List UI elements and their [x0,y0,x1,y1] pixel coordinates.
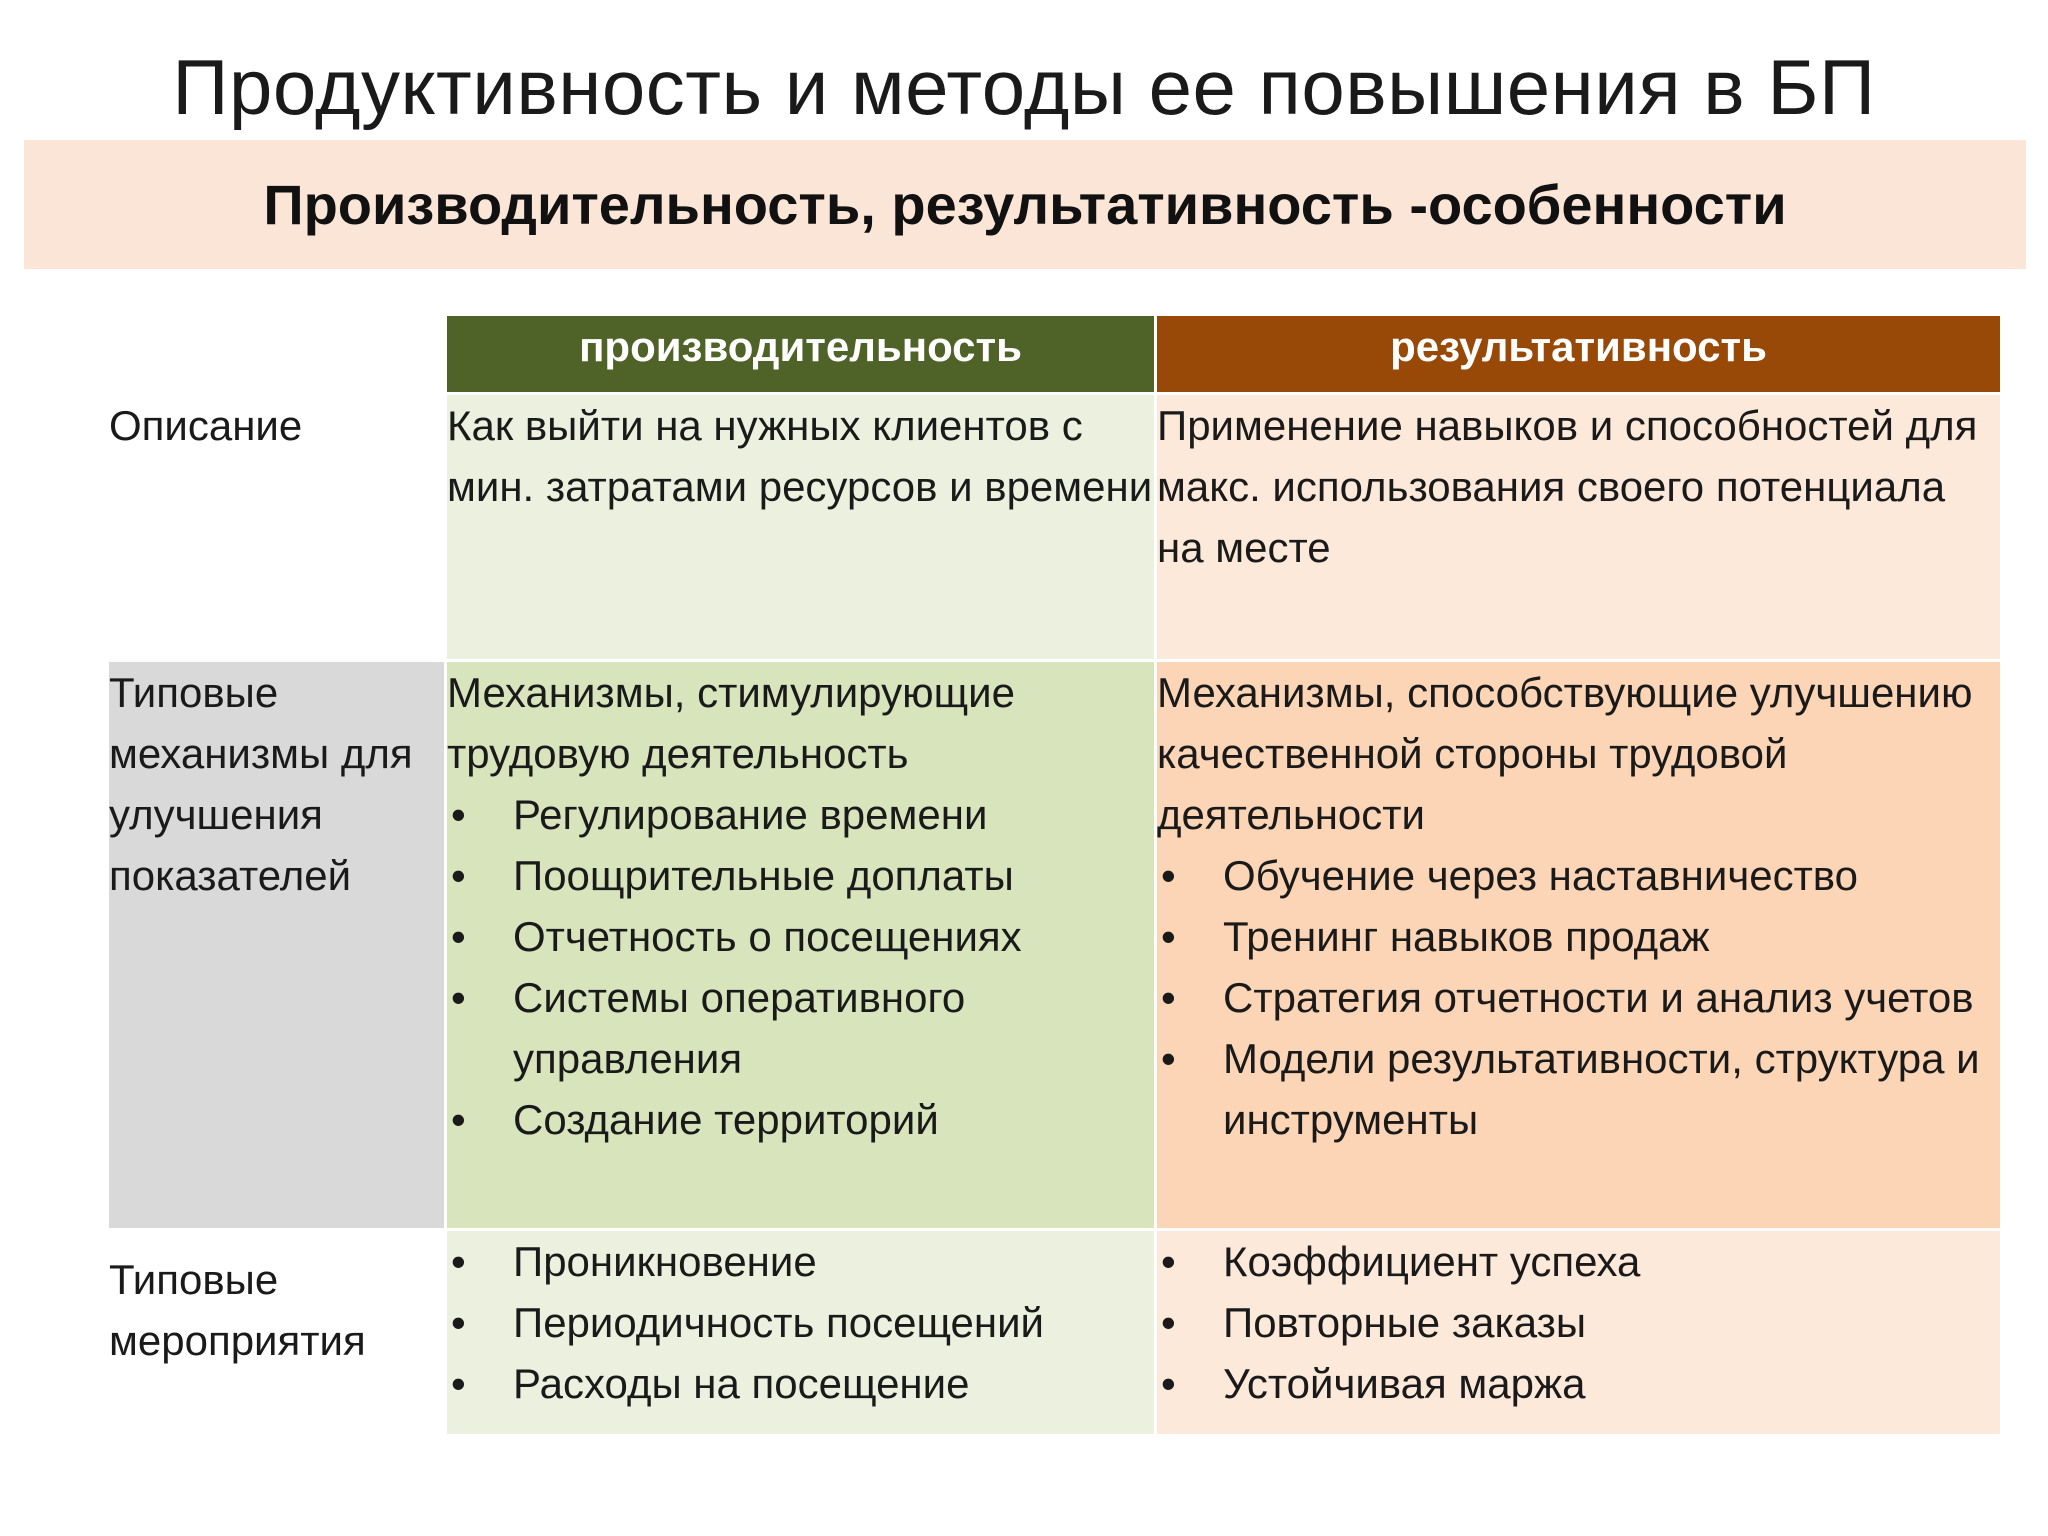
table-header-row [109,316,2000,392]
cell-text: Как выйти на нужных клиентов с мин. затратами ресурсов и времени [447,402,1153,510]
list-item: • Проникновение [447,1231,1154,1292]
row-label-mechanisms: Типовые механизмы для улучшения показателей [109,662,444,1228]
list-item: • Коэффициент успеха [1157,1231,2000,1292]
cell-effectiveness-activities [1157,1231,2000,1434]
cell-productivity-activities [447,1231,1154,1434]
cell-productivity-mechanisms [447,662,1154,1228]
cell-text: Механизмы, способствующие улучшению качественной стороны трудовой деятельности [1157,669,1973,838]
cell-effectiveness-description [1157,395,2000,659]
slide-subtitle: Производительность, результативность -особенности [263,173,1787,236]
row-label-activities: Типовые мероприятия [109,1256,366,1364]
column-header-productivity: производительность [447,316,1154,392]
cell-text: Применение навыков и способностей для макс. использования своего потенциала на месте [1157,402,1978,571]
header-corner [109,316,444,392]
list-item: • Стратегия отчетности и анализ учетов [1157,967,2000,1028]
list-item: • Повторные заказы [1157,1292,2000,1353]
list-item: • Периодичность посещений [447,1292,1154,1353]
list-item: • Создание территорий [447,1089,1154,1150]
bullet-list [447,784,1154,1150]
table-row [109,662,2000,1228]
slide-title: Продуктивность и методы ее повышения в БП [172,43,1876,131]
list-item: • Обучение через наставничество [1157,845,2000,906]
cell-effectiveness-mechanisms [1157,662,2000,1228]
cell-productivity-description [447,395,1154,659]
row-label-description: Описание [109,402,303,449]
list-item: • Поощрительные доплаты [447,845,1154,906]
bullet-list [1157,845,2000,1150]
cell-text: Механизмы, стимулирующие трудовую деятельность [447,669,1015,777]
list-item: • Тренинг навыков продаж [1157,906,2000,967]
list-item: • Регулирование времени [447,784,1154,845]
list-item: • Устойчивая маржа [1157,1353,2000,1414]
subtitle-band [24,140,2026,269]
list-item: • Модели результативности, структура и инструменты [1157,1028,2000,1150]
list-item: • Системы оперативного управления [447,967,1154,1089]
bullet-list [1157,1231,2000,1414]
table-row [109,1231,2000,1434]
comparison-table [106,313,2003,1437]
column-header-effectiveness: результативность [1157,316,2000,392]
list-item: • Отчетность о посещениях [447,906,1154,967]
table-row [109,395,2000,659]
bullet-list [447,1231,1154,1414]
list-item: • Расходы на посещение [447,1353,1154,1414]
